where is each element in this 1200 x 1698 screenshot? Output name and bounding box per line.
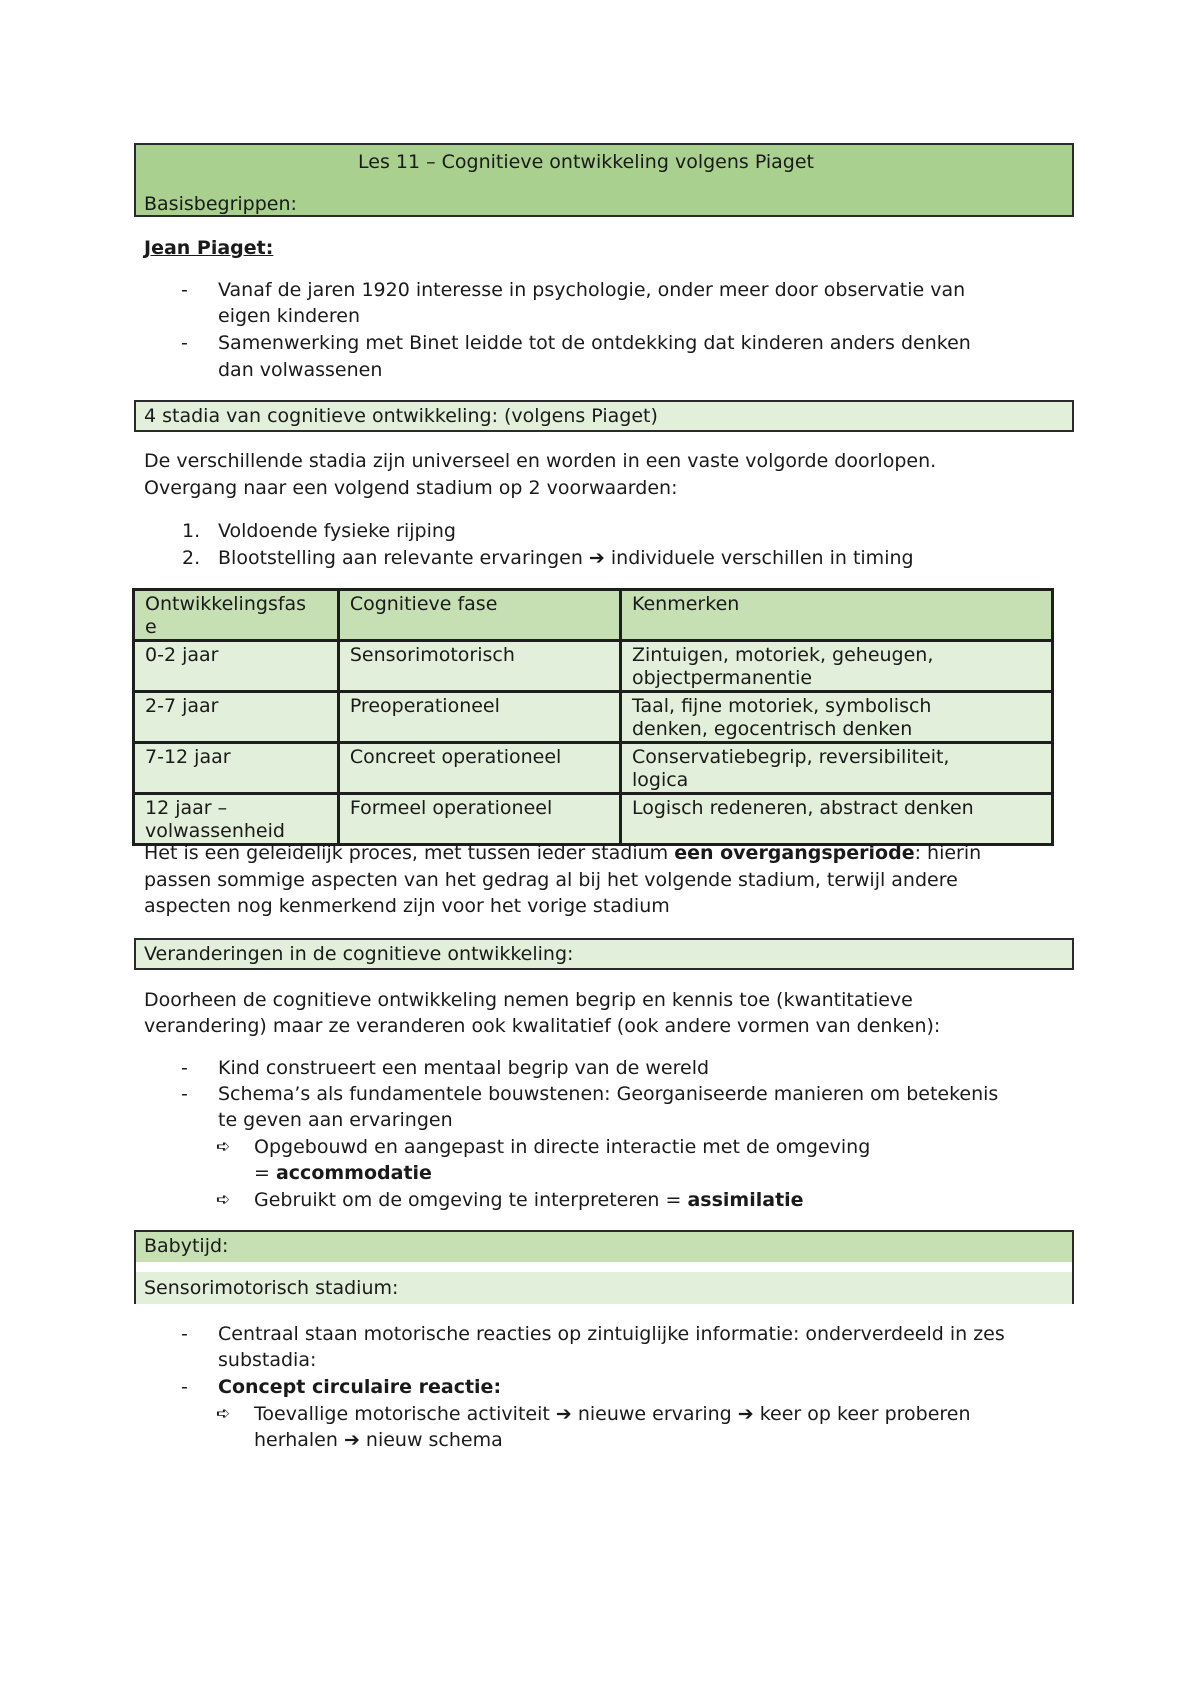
table-header-cell: Ontwikkelingsfas e xyxy=(134,590,339,641)
section-heading: 4 stadia van cognitieve ontwikkeling: (volgens Piaget) xyxy=(144,405,658,427)
bullet-dash: - xyxy=(181,279,188,301)
table-header-cell: Cognitieve fase xyxy=(338,590,620,641)
bullet-text: Schema’s als fundamentele bouwstenen: Georganiseerde manieren om betekenis xyxy=(218,1083,999,1105)
bold-term: assimilatie xyxy=(687,1189,804,1211)
paragraph: passen sommige aspecten van het gedrag al bij het volgende stadium, terwijl andere xyxy=(144,869,958,891)
arrow-bullet-icon: ➪ xyxy=(216,1137,231,1157)
bullet-dash: - xyxy=(181,1057,188,1079)
arrow-bullet-icon: ➪ xyxy=(216,1404,231,1424)
bold-term: een overgangsperiode xyxy=(674,842,915,864)
section-header-babytijd xyxy=(134,1230,1074,1304)
heading-band xyxy=(136,1232,1072,1262)
table-row xyxy=(134,794,1053,845)
sub-bullet-text: Gebruikt om de omgeving te interpreteren = assimilatie xyxy=(254,1189,804,1211)
table-header-cell: Kenmerken xyxy=(620,590,1052,641)
bullet-text: te geven aan ervaringen xyxy=(218,1109,453,1131)
table-row xyxy=(134,743,1053,794)
bullet-dash: - xyxy=(181,1323,188,1345)
table-cell: Conservatiebegrip, reversibiliteit, logica xyxy=(620,743,1052,794)
bullet-text: Centraal staan motorische reacties op zintuiglijke informatie: onderverdeeld in zes xyxy=(218,1323,1005,1345)
table-cell: Concreet operationeel xyxy=(338,743,620,794)
sub-bullet-text: Opgebouwd en aangepast in directe interactie met de omgeving xyxy=(254,1136,871,1158)
bullet-dash: - xyxy=(181,1376,188,1398)
paragraph: Overgang naar een volgend stadium op 2 voorwaarden: xyxy=(144,477,678,499)
section-header-veranderingen xyxy=(134,938,1074,970)
title-box xyxy=(134,143,1074,217)
stages-table xyxy=(132,588,1054,846)
bullet-dash: - xyxy=(181,332,188,354)
bullet-dash: - xyxy=(181,1083,188,1105)
sub-bullet-text: = accommodatie xyxy=(254,1162,432,1184)
section-heading: Babytijd: xyxy=(144,1235,229,1257)
paragraph: aspecten nog kenmerkend zijn voor het vorige stadium xyxy=(144,895,670,917)
paragraph: Doorheen de cognitieve ontwikkeling nemen begrip en kennis toe (kwantitatieve xyxy=(144,989,913,1011)
bullet-text: substadia: xyxy=(218,1349,317,1371)
list-item: Blootstelling aan relevante ervaringen ➔ individuele verschillen in timing xyxy=(218,547,914,569)
bullet-text-bold: Concept circulaire reactie: xyxy=(218,1376,502,1398)
sub-bullet-text: herhalen ➔ nieuw schema xyxy=(254,1429,503,1451)
table-cell: Formeel operationeel xyxy=(338,794,620,845)
table-row xyxy=(134,641,1053,692)
table-cell: Logisch redeneren, abstract denken xyxy=(620,794,1052,845)
page-subtitle: Basisbegrippen: xyxy=(144,193,297,215)
table-cell: Preoperationeel xyxy=(338,692,620,743)
table-cell: 7-12 jaar xyxy=(134,743,339,794)
bullet-text: dan volwassenen xyxy=(218,359,383,381)
section-heading: Veranderingen in de cognitieve ontwikkeling: xyxy=(144,943,574,965)
sub-bullet-text: Toevallige motorische activiteit ➔ nieuwe ervaring ➔ keer op keer proberen xyxy=(254,1403,971,1425)
bullet-text: eigen kinderen xyxy=(218,305,360,327)
table-cell: Zintuigen, motoriek, geheugen, objectpermanentie xyxy=(620,641,1052,692)
arrow-bullet-icon: ➪ xyxy=(216,1190,231,1210)
list-item: Voldoende fysieke rijping xyxy=(218,520,456,542)
list-number: 2. xyxy=(182,547,201,569)
bullet-text: Samenwerking met Binet leidde tot de ontdekking dat kinderen anders denken xyxy=(218,332,971,354)
table-row xyxy=(134,692,1053,743)
table-cell: Sensorimotorisch xyxy=(338,641,620,692)
section-subheading: Sensorimotorisch stadium: xyxy=(144,1277,399,1299)
section-header-stadia xyxy=(134,400,1074,432)
page-title: Les 11 – Cognitieve ontwikkeling volgens Piaget xyxy=(358,151,814,173)
paragraph: De verschillende stadia zijn universeel en worden in een vaste volgorde doorlopen. xyxy=(144,450,937,472)
list-number: 1. xyxy=(182,520,201,542)
table-cell: Taal, fijne motoriek, symbolisch denken, egocentrisch denken xyxy=(620,692,1052,743)
table-cell: 0-2 jaar xyxy=(134,641,339,692)
paragraph: Het is een geleidelijk proces, met tussen ieder stadium een overgangsperiode: hierin xyxy=(144,842,982,864)
section-heading-jean-piaget: Jean Piaget: xyxy=(144,237,274,259)
bullet-text: Kind construeert een mentaal begrip van de wereld xyxy=(218,1057,710,1079)
table-cell: 2-7 jaar xyxy=(134,692,339,743)
bold-term: accommodatie xyxy=(275,1162,432,1184)
table-header-row xyxy=(134,590,1053,641)
paragraph: verandering) maar ze veranderen ook kwalitatief (ook andere vormen van denken): xyxy=(144,1015,941,1037)
bullet-text: Vanaf de jaren 1920 interesse in psychologie, onder meer door observatie van xyxy=(218,279,966,301)
table-cell: 12 jaar – volwassenheid xyxy=(134,794,339,845)
